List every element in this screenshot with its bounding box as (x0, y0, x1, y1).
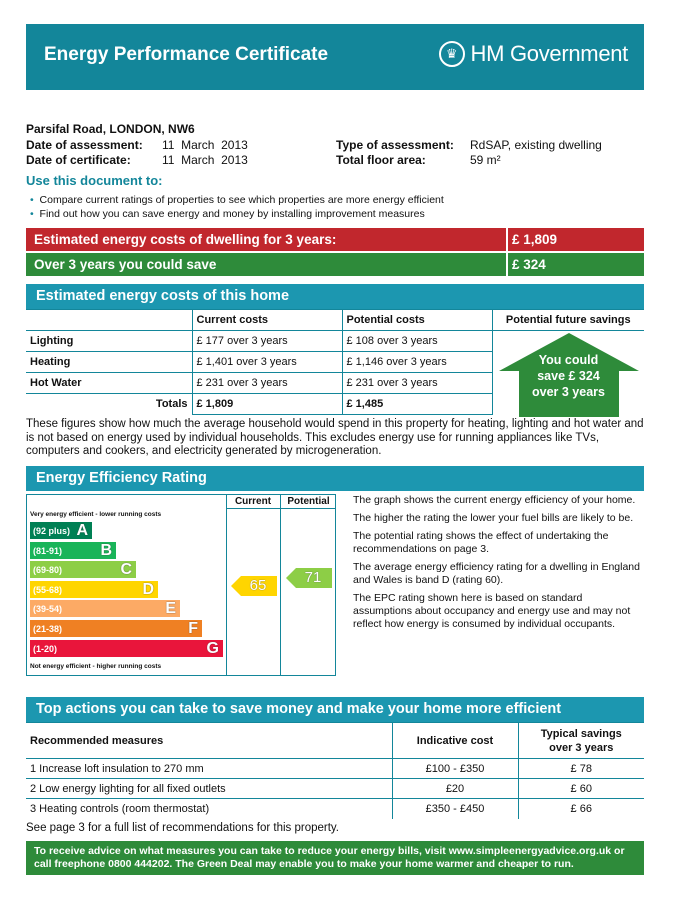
col-measures: Recommended measures (26, 723, 392, 759)
table-row: Hot Water £ 231 over 3 years £ 231 over 3 years (26, 373, 644, 394)
current-rating-value: 65 (249, 577, 267, 594)
rating-band-range: (39-54) (33, 604, 63, 615)
rating-bottom-note: Not energy efficient - higher running costs (30, 663, 162, 670)
date-certificate-label: Date of certificate: (26, 153, 131, 167)
type-assessment-value: RdSAP, existing dwelling (470, 138, 602, 152)
rating-band-range: (92 plus) (33, 526, 71, 536)
rating-band-range: (69-80) (33, 565, 63, 576)
actions-heading: Top actions you can take to save money and make your home more efficient (26, 697, 644, 722)
rating-band-letter: E (165, 600, 176, 618)
rating-band-c (30, 561, 136, 578)
footer-line-2: call freephone 0800 444202. The Green Deal may enable you to make your home warmer and cheaper to run. (34, 858, 574, 870)
costs-note: These figures show how much the average household would spend in this property for heating, lighting and hot water and is not based on energy used by individual households. This excludes energy use for running appliances like TVs, computers and cookers, and electricity generated by microgeneration. (26, 418, 644, 457)
rating-explanation: The graph shows the current energy efficiency of your home. The higher the rating the lower your fuel bills are likely to be. The potential rating shows the effect of undertaking the recommendations on page 3. The average energy efficiency rating for a dwelling in England and Wales is band D (rating 60). The EPC rating shown here is based on standard assumptions about occupancy and energy use and may not reflect how energy is consumed by individual occupants. (353, 494, 640, 630)
table-row: 3 Heating controls (room thermostat) £350 - £450 £ 66 (26, 799, 644, 819)
footer-banner (26, 841, 644, 875)
rating-band-g (30, 640, 223, 657)
actions-note: See page 3 for a full list of recommendations for this property. (26, 822, 339, 834)
rating-band-b (30, 542, 116, 559)
rating-band-letter: G (206, 639, 219, 657)
savings-arrow-cell (492, 331, 644, 415)
rating-band-letter: B (100, 541, 112, 559)
col-potential-costs: Potential costs (342, 310, 492, 331)
rating-band-f (30, 620, 202, 637)
col-current-costs: Current costs (192, 310, 342, 331)
table-row-totals: Totals £ 1,809 £ 1,485 (26, 394, 644, 415)
table-row: 1 Increase loft insulation to 270 mm £100 - £350 £ 78 (26, 759, 644, 779)
rating-col-current: Current (234, 496, 272, 507)
table-row: Heating £ 1,401 over 3 years £ 1,146 over 3 years (26, 352, 644, 373)
rating-band-letter: C (120, 561, 132, 579)
type-assessment-label: Type of assessment: (336, 138, 454, 152)
rating-band-range: (1-20) (33, 643, 58, 654)
rating-band-range: (21-38) (33, 624, 63, 634)
col-typical-savings: Typical savings over 3 years (518, 723, 644, 759)
rating-band-range: (81-91) (33, 545, 63, 556)
rating-band-a (30, 522, 92, 539)
col-potential-savings: Potential future savings (492, 310, 644, 331)
use-bullets (30, 193, 444, 221)
cost-banner-value: £ 1,809 (512, 232, 558, 247)
date-assessment-label: Date of assessment: (26, 138, 143, 152)
save-banner-label: Over 3 years you could save (34, 257, 217, 272)
cost-banner-label: Estimated energy costs of dwelling for 3 years: (34, 232, 337, 247)
savings-arrow-text: You could save £ 324 over 3 years (532, 353, 605, 399)
rating-band-range: (55-68) (33, 584, 63, 595)
rating-band-letter: F (188, 620, 198, 637)
col-indicative-cost: Indicative cost (392, 723, 518, 759)
hm-government-text: HM Government (470, 41, 628, 66)
floor-area-value: 59 m² (470, 153, 501, 167)
rating-band-e (30, 600, 180, 617)
floor-area-label: Total floor area: (336, 153, 426, 167)
use-bullet: • Compare current ratings of properties to see which properties are more energy efficient (30, 194, 444, 206)
save-banner (26, 253, 644, 276)
header-banner (26, 24, 644, 90)
costs-heading: Estimated energy costs of this home (26, 284, 644, 309)
rating-top-note: Very energy efficient - lower running costs (30, 511, 162, 518)
footer-line-1: To receive advice on what measures you can take to reduce your energy bills, visit www.simpleenergyadvice.org.uk or (34, 845, 625, 857)
page-title: Energy Performance Certificate (44, 44, 329, 65)
hm-government-logo (439, 41, 628, 67)
crest-icon: ♛ (439, 41, 465, 67)
use-bullet: • Find out how you can save energy and money by installing improvement measures (30, 208, 425, 220)
date-assessment-value: 11 March 2013 (162, 138, 248, 152)
date-certificate-value: 11 March 2013 (162, 153, 248, 167)
rating-band-letter: D (142, 580, 154, 598)
rating-band-letter: A (76, 522, 88, 539)
save-banner-value: £ 324 (512, 257, 546, 272)
use-heading: Use this document to: (26, 173, 163, 188)
potential-rating-value: 71 (304, 569, 322, 586)
address: Parsifal Road, LONDON, NW6 (26, 122, 195, 136)
rating-col-potential: Potential (287, 496, 330, 507)
rating-band-d (30, 581, 158, 598)
costs-table (26, 309, 644, 415)
actions-table (26, 722, 644, 819)
cost-banner (26, 228, 644, 251)
table-row: Lighting £ 177 over 3 years £ 108 over 3 years You could save £ 324 over 3 years (26, 331, 644, 352)
table-row: 2 Low energy lighting for all fixed outlets £20 £ 60 (26, 779, 644, 799)
rating-heading: Energy Efficiency Rating (26, 466, 644, 491)
